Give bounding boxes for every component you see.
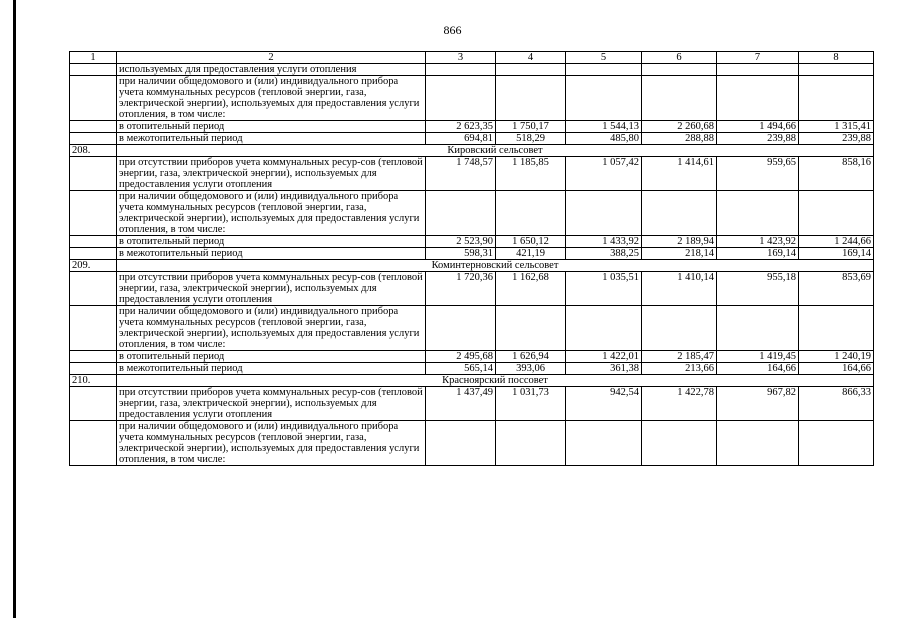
table-row bbox=[70, 191, 874, 236]
row-description: при наличии общедомового и (или) индивидуального прибора учета коммунальных ресурсов (тепловой энергии, газа, электрической энергии), используемых для предоставления услуги отопления, в том числе: bbox=[117, 306, 426, 351]
page-number: 866 bbox=[443, 23, 462, 37]
header-cell: 3 bbox=[426, 52, 496, 64]
value-cell: 955,18 bbox=[717, 272, 799, 306]
value-cell bbox=[642, 76, 717, 121]
value-cell: 1 437,49 bbox=[426, 387, 496, 421]
value-cell bbox=[566, 64, 642, 76]
value-cell bbox=[566, 191, 642, 236]
value-cell: 485,80 bbox=[566, 133, 642, 145]
value-cell: 1 240,19 bbox=[799, 351, 874, 363]
value-cell bbox=[642, 191, 717, 236]
value-cell: 213,66 bbox=[642, 363, 717, 375]
value-cell bbox=[426, 306, 496, 351]
value-cell: 1 423,92 bbox=[717, 236, 799, 248]
row-number bbox=[70, 236, 117, 248]
value-cell bbox=[496, 421, 566, 466]
value-cell bbox=[426, 64, 496, 76]
value-cell: 1 315,41 bbox=[799, 121, 874, 133]
value-cell: 858,16 bbox=[799, 157, 874, 191]
value-cell: 169,14 bbox=[717, 248, 799, 260]
header-row bbox=[70, 52, 874, 64]
row-number bbox=[70, 351, 117, 363]
table-row bbox=[70, 306, 874, 351]
value-cell: 1 433,92 bbox=[566, 236, 642, 248]
header-cell: 6 bbox=[642, 52, 717, 64]
value-cell: 1 626,94 bbox=[496, 351, 566, 363]
value-cell bbox=[799, 306, 874, 351]
section-title: Красноярский поссовет bbox=[117, 375, 874, 387]
value-cell: 959,65 bbox=[717, 157, 799, 191]
table-row bbox=[70, 272, 874, 306]
header-cell: 8 bbox=[799, 52, 874, 64]
value-cell: 1 544,13 bbox=[566, 121, 642, 133]
table-body bbox=[70, 64, 874, 466]
value-cell bbox=[717, 306, 799, 351]
value-cell: 1 494,66 bbox=[717, 121, 799, 133]
row-description: при наличии общедомового и (или) индивидуального прибора учета коммунальных ресурсов (тепловой энергии, газа, электрической энергии), используемых для предоставления услуги отопления, в том числе: bbox=[117, 191, 426, 236]
table-row bbox=[70, 248, 874, 260]
value-cell bbox=[566, 421, 642, 466]
value-cell bbox=[426, 191, 496, 236]
header-cell: 7 bbox=[717, 52, 799, 64]
row-number: 210. bbox=[70, 375, 117, 387]
value-cell: 1 185,85 bbox=[496, 157, 566, 191]
value-cell bbox=[799, 421, 874, 466]
value-cell bbox=[799, 76, 874, 121]
row-description: в отопительный период bbox=[117, 351, 426, 363]
section-title: Коминтерновский сельсовет bbox=[117, 260, 874, 272]
value-cell: 2 495,68 bbox=[426, 351, 496, 363]
value-cell bbox=[717, 421, 799, 466]
value-cell: 288,88 bbox=[642, 133, 717, 145]
table-row bbox=[70, 363, 874, 375]
value-cell bbox=[799, 64, 874, 76]
value-cell bbox=[426, 76, 496, 121]
value-cell: 1 031,73 bbox=[496, 387, 566, 421]
row-description: в межотопительный период bbox=[117, 248, 426, 260]
value-cell bbox=[496, 64, 566, 76]
value-cell: 1 035,51 bbox=[566, 272, 642, 306]
value-cell bbox=[717, 64, 799, 76]
header-cell: 4 bbox=[496, 52, 566, 64]
value-cell: 967,82 bbox=[717, 387, 799, 421]
value-cell: 361,38 bbox=[566, 363, 642, 375]
value-cell: 1 650,12 bbox=[496, 236, 566, 248]
value-cell: 2 523,90 bbox=[426, 236, 496, 248]
row-description: используемых для предоставления услуги отопления bbox=[117, 64, 426, 76]
page-edge-bar bbox=[13, 0, 16, 618]
value-cell: 239,88 bbox=[717, 133, 799, 145]
value-cell: 2 185,47 bbox=[642, 351, 717, 363]
value-cell bbox=[642, 306, 717, 351]
value-cell: 2 260,68 bbox=[642, 121, 717, 133]
table-row bbox=[70, 121, 874, 133]
value-cell: 1 419,45 bbox=[717, 351, 799, 363]
value-cell: 2 623,35 bbox=[426, 121, 496, 133]
table-row bbox=[70, 157, 874, 191]
row-number bbox=[70, 191, 117, 236]
value-cell: 1 750,17 bbox=[496, 121, 566, 133]
table-row bbox=[70, 236, 874, 248]
value-cell bbox=[799, 191, 874, 236]
value-cell: 565,14 bbox=[426, 363, 496, 375]
row-number: 209. bbox=[70, 260, 117, 272]
row-number bbox=[70, 121, 117, 133]
section-title: Кировский сельсовет bbox=[117, 145, 874, 157]
value-cell: 1 422,01 bbox=[566, 351, 642, 363]
row-description: при отсутствии приборов учета коммунальных ресур-сов (тепловой энергии, газа, электрической энергии), используемых для предоставления услуги отопления bbox=[117, 387, 426, 421]
value-cell: 1 162,68 bbox=[496, 272, 566, 306]
row-description: в отопительный период bbox=[117, 121, 426, 133]
value-cell bbox=[496, 306, 566, 351]
row-number bbox=[70, 64, 117, 76]
value-cell bbox=[566, 306, 642, 351]
row-number: 208. bbox=[70, 145, 117, 157]
value-cell bbox=[426, 421, 496, 466]
value-cell: 1 414,61 bbox=[642, 157, 717, 191]
table-row bbox=[70, 76, 874, 121]
value-cell: 518,29 bbox=[496, 133, 566, 145]
value-cell bbox=[496, 76, 566, 121]
row-description: при отсутствии приборов учета коммунальных ресур-сов (тепловой энергии, газа, электрической энергии), используемых для предоставления услуги отопления bbox=[117, 272, 426, 306]
value-cell bbox=[642, 64, 717, 76]
table-row bbox=[70, 64, 874, 76]
value-cell: 694,81 bbox=[426, 133, 496, 145]
value-cell: 393,06 bbox=[496, 363, 566, 375]
header-cell: 5 bbox=[566, 52, 642, 64]
value-cell: 1 720,36 bbox=[426, 272, 496, 306]
table-row bbox=[70, 133, 874, 145]
row-description: при отсутствии приборов учета коммунальных ресур-сов (тепловой энергии, газа, электрической энергии), используемых для предоставления услуги отопления bbox=[117, 157, 426, 191]
value-cell: 421,19 bbox=[496, 248, 566, 260]
value-cell: 218,14 bbox=[642, 248, 717, 260]
value-cell: 164,66 bbox=[799, 363, 874, 375]
value-cell: 1 057,42 bbox=[566, 157, 642, 191]
row-number bbox=[70, 133, 117, 145]
header-cell: 2 bbox=[117, 52, 426, 64]
section-row bbox=[70, 260, 874, 272]
value-cell: 866,33 bbox=[799, 387, 874, 421]
table-row bbox=[70, 351, 874, 363]
value-cell: 388,25 bbox=[566, 248, 642, 260]
value-cell: 239,88 bbox=[799, 133, 874, 145]
row-description: при наличии общедомового и (или) индивидуального прибора учета коммунальных ресурсов (тепловой энергии, газа, электрической энергии), используемых для предоставления услуги отопления, в том числе: bbox=[117, 421, 426, 466]
row-number bbox=[70, 272, 117, 306]
value-cell bbox=[496, 191, 566, 236]
row-description: в межотопительный период bbox=[117, 133, 426, 145]
tariff-table bbox=[69, 51, 874, 466]
header-cell: 1 bbox=[70, 52, 117, 64]
row-description: при наличии общедомового и (или) индивидуального прибора учета коммунальных ресурсов (тепловой энергии, газа, электрической энергии), используемых для предоставления услуги отопления, в том числе: bbox=[117, 76, 426, 121]
row-number bbox=[70, 387, 117, 421]
value-cell: 169,14 bbox=[799, 248, 874, 260]
value-cell: 942,54 bbox=[566, 387, 642, 421]
row-number bbox=[70, 421, 117, 466]
value-cell: 1 748,57 bbox=[426, 157, 496, 191]
value-cell: 598,31 bbox=[426, 248, 496, 260]
row-number bbox=[70, 363, 117, 375]
row-number bbox=[70, 76, 117, 121]
table-row bbox=[70, 387, 874, 421]
value-cell: 164,66 bbox=[717, 363, 799, 375]
table-row bbox=[70, 421, 874, 466]
row-number bbox=[70, 248, 117, 260]
value-cell bbox=[717, 191, 799, 236]
value-cell: 1 410,14 bbox=[642, 272, 717, 306]
value-cell bbox=[642, 421, 717, 466]
value-cell: 1 422,78 bbox=[642, 387, 717, 421]
value-cell: 853,69 bbox=[799, 272, 874, 306]
value-cell: 2 189,94 bbox=[642, 236, 717, 248]
value-cell: 1 244,66 bbox=[799, 236, 874, 248]
value-cell bbox=[717, 76, 799, 121]
row-description: в межотопительный период bbox=[117, 363, 426, 375]
value-cell bbox=[566, 76, 642, 121]
row-number bbox=[70, 157, 117, 191]
section-row bbox=[70, 145, 874, 157]
section-row bbox=[70, 375, 874, 387]
row-number bbox=[70, 306, 117, 351]
row-description: в отопительный период bbox=[117, 236, 426, 248]
